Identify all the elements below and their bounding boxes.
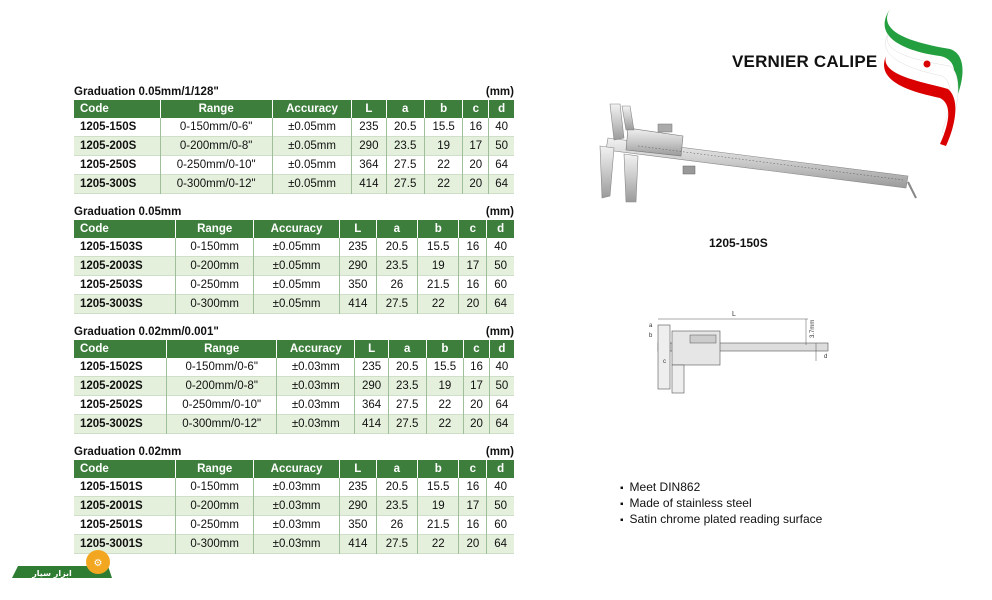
cell-c: 20 xyxy=(464,396,489,415)
cell-a: 20.5 xyxy=(386,118,424,137)
cell-b: 19 xyxy=(426,377,464,396)
table-row xyxy=(74,156,514,175)
cell-a: 20.5 xyxy=(376,478,417,497)
table-row xyxy=(74,118,514,137)
cell-d: 64 xyxy=(487,535,514,554)
table-row xyxy=(74,295,514,314)
cell-code: 1205-2503S xyxy=(74,276,176,295)
cell-b: 15.5 xyxy=(424,118,462,137)
cell-accuracy: ±0.05mm xyxy=(272,156,351,175)
header-range: Range xyxy=(176,460,254,478)
header-c: c xyxy=(459,460,487,478)
header-accuracy: Accuracy xyxy=(254,460,340,478)
cell-b: 22 xyxy=(418,535,459,554)
cell-code: 1205-1501S xyxy=(74,478,176,497)
cell-d: 64 xyxy=(487,295,514,314)
label-d: d xyxy=(824,354,828,360)
header-l: L xyxy=(352,100,386,118)
header-accuracy: Accuracy xyxy=(272,100,351,118)
graduation-section-1 xyxy=(74,84,514,194)
cell-range: 0-150mm/0-6" xyxy=(160,118,272,137)
label-a: a xyxy=(649,323,653,329)
cell-d: 40 xyxy=(495,361,509,373)
header-b: b xyxy=(424,100,462,118)
cell-a: 27.5 xyxy=(388,396,426,415)
graduation-section-3 xyxy=(74,324,514,434)
cell-c: 16 xyxy=(464,358,489,377)
cell-c: 20 xyxy=(459,535,487,554)
cell-a: 27.5 xyxy=(376,295,417,314)
header-d: d xyxy=(487,460,514,478)
cell-b: 15.5 xyxy=(418,478,459,497)
cell-code: 1205-1502S xyxy=(74,358,167,377)
table-row xyxy=(74,415,514,434)
cell-c: 16 xyxy=(459,478,487,497)
header-code: Code xyxy=(74,220,176,238)
cell-c: 20 xyxy=(464,415,489,434)
cell-d: 40 xyxy=(494,241,508,253)
cell-l: 235 xyxy=(355,358,389,377)
graduation-label: Graduation 0.05mm/1/128" xyxy=(74,86,219,98)
cell-d: 50 xyxy=(487,497,514,516)
cell-b: 21.5 xyxy=(418,516,459,535)
header-accuracy: Accuracy xyxy=(254,220,340,238)
page-title: VERNIER CALIPE xyxy=(732,52,878,71)
cell-range: 0-300mm xyxy=(176,535,254,554)
cell-code: 1205-3001S xyxy=(74,535,176,554)
cell-b: 21.5 xyxy=(418,276,459,295)
cell-a: 27.5 xyxy=(388,415,426,434)
cell-c: 20 xyxy=(463,156,489,175)
header-c: c xyxy=(463,100,489,118)
header-l: L xyxy=(339,460,376,478)
cell-range: 0-200mm xyxy=(176,257,254,276)
cell-d: 50 xyxy=(487,257,514,276)
logo-text: ابزار سیار xyxy=(32,569,72,578)
table-row xyxy=(74,396,514,415)
table-row xyxy=(74,175,514,194)
header-a: a xyxy=(376,460,417,478)
header-range: Range xyxy=(160,100,272,118)
header-accuracy: Accuracy xyxy=(277,340,355,358)
cell-a: 23.5 xyxy=(376,257,417,276)
cell-code: 1205-300S xyxy=(74,175,160,194)
cell-a: 26 xyxy=(376,516,417,535)
cell-l: 235 xyxy=(339,478,376,497)
cell-l: 414 xyxy=(339,295,376,314)
label-c: c xyxy=(663,359,666,365)
cell-a: 20.5 xyxy=(388,358,426,377)
cell-range: 0-150mm xyxy=(176,478,254,497)
cell-c: 16 xyxy=(459,276,487,295)
cell-code: 1205-2502S xyxy=(74,396,167,415)
graduation-section-2 xyxy=(74,204,514,314)
spec-table xyxy=(74,460,514,554)
cell-d: 40 xyxy=(494,481,508,493)
cell-d: 40 xyxy=(495,121,508,133)
cell-l: 235 xyxy=(339,238,376,257)
cell-b: 22 xyxy=(426,415,464,434)
cell-a: 23.5 xyxy=(388,377,426,396)
vernier-caliper-image xyxy=(578,98,918,208)
cell-b: 19 xyxy=(418,497,459,516)
cell-d: 60 xyxy=(494,279,508,291)
cell-l: 414 xyxy=(355,415,389,434)
header-code: Code xyxy=(74,460,176,478)
cell-d: 60 xyxy=(494,519,508,531)
cell-accuracy: ±0.05mm xyxy=(272,118,351,137)
cell-l: 364 xyxy=(352,156,386,175)
cell-accuracy: ±0.03mm xyxy=(254,535,340,554)
table-row xyxy=(74,238,514,257)
graduation-label: Graduation 0.02mm/0.001" xyxy=(74,326,219,338)
cell-code: 1205-3002S xyxy=(74,415,167,434)
header-l: L xyxy=(355,340,389,358)
cell-code: 1205-1503S xyxy=(74,238,176,257)
cell-accuracy: ±0.05mm xyxy=(272,175,351,194)
cell-b: 22 xyxy=(424,175,462,194)
table-row xyxy=(74,358,514,377)
cell-l: 364 xyxy=(355,396,389,415)
model-label: 1205-150S xyxy=(709,236,768,250)
graduation-label: Graduation 0.02mm xyxy=(74,446,182,458)
cell-a: 23.5 xyxy=(376,497,417,516)
header-a: a xyxy=(376,220,417,238)
unit-label: (mm) xyxy=(485,326,514,338)
cell-l: 290 xyxy=(339,257,376,276)
spec-table xyxy=(74,340,514,434)
cell-code: 1205-200S xyxy=(74,137,160,156)
cell-range: 0-200mm xyxy=(176,497,254,516)
cell-c: 17 xyxy=(459,257,487,276)
header-d: d xyxy=(489,340,514,358)
cell-l: 290 xyxy=(352,137,386,156)
cell-range: 0-150mm/0-6" xyxy=(167,358,277,377)
cell-c: 16 xyxy=(459,516,487,535)
table-row xyxy=(74,377,514,396)
table-row xyxy=(74,257,514,276)
unit-label: (mm) xyxy=(485,446,514,458)
header-code: Code xyxy=(74,100,160,118)
cell-c: 17 xyxy=(463,137,489,156)
cell-d: 64 xyxy=(495,399,509,411)
cell-b: 22 xyxy=(424,156,462,175)
cell-a: 27.5 xyxy=(386,156,424,175)
cell-l: 414 xyxy=(339,535,376,554)
cell-range: 0-250mm xyxy=(176,516,254,535)
feature-item: ▪ Satin chrome plated reading surface xyxy=(620,512,822,528)
cell-l: 290 xyxy=(339,497,376,516)
cell-a: 27.5 xyxy=(386,175,424,194)
header-d: d xyxy=(489,100,514,118)
cell-accuracy: ±0.05mm xyxy=(272,137,351,156)
feature-list xyxy=(620,480,822,528)
feature-item: ▪ Made of stainless steel xyxy=(620,496,822,512)
cell-code: 1205-2501S xyxy=(74,516,176,535)
cell-b: 19 xyxy=(424,137,462,156)
cell-accuracy: ±0.05mm xyxy=(254,276,340,295)
header-range: Range xyxy=(176,220,254,238)
cell-d: 64 xyxy=(489,175,514,194)
cell-a: 23.5 xyxy=(386,137,424,156)
table-row xyxy=(74,478,514,497)
cell-d: 64 xyxy=(489,415,514,434)
spec-table xyxy=(74,220,514,314)
header-a: a xyxy=(388,340,426,358)
cell-c: 17 xyxy=(464,377,489,396)
wrench-icon: ⚙ xyxy=(93,558,103,569)
cell-d: 64 xyxy=(495,159,508,171)
cell-code: 1205-2002S xyxy=(74,377,167,396)
cell-accuracy: ±0.03mm xyxy=(277,396,355,415)
header-code: Code xyxy=(74,340,167,358)
spec-table xyxy=(74,100,514,194)
cell-b: 19 xyxy=(418,257,459,276)
unit-label: (mm) xyxy=(485,86,514,98)
cell-range: 0-300mm/0-12" xyxy=(160,175,272,194)
dimension-diagram xyxy=(640,305,840,405)
cell-accuracy: ±0.03mm xyxy=(277,358,355,377)
cell-d: 50 xyxy=(489,137,514,156)
cell-c: 16 xyxy=(463,118,489,137)
cell-range: 0-150mm xyxy=(176,238,254,257)
cell-accuracy: ±0.05mm xyxy=(254,295,340,314)
cell-accuracy: ±0.05mm xyxy=(254,238,340,257)
cell-range: 0-200mm/0-8" xyxy=(160,137,272,156)
cell-l: 235 xyxy=(352,118,386,137)
cell-l: 350 xyxy=(339,516,376,535)
cell-code: 1205-3003S xyxy=(74,295,176,314)
header-l: L xyxy=(339,220,376,238)
cell-b: 15.5 xyxy=(418,238,459,257)
cell-accuracy: ±0.03mm xyxy=(254,478,340,497)
header-c: c xyxy=(459,220,487,238)
cell-l: 350 xyxy=(339,276,376,295)
cell-b: 15.5 xyxy=(426,358,464,377)
cell-a: 20.5 xyxy=(376,238,417,257)
cell-a: 26 xyxy=(376,276,417,295)
cell-range: 0-300mm xyxy=(176,295,254,314)
cell-b: 22 xyxy=(418,295,459,314)
table-row xyxy=(74,497,514,516)
cell-c: 16 xyxy=(459,238,487,257)
store-logo xyxy=(12,548,112,582)
cell-b: 22 xyxy=(426,396,464,415)
cell-code: 1205-2001S xyxy=(74,497,176,516)
cell-a: 27.5 xyxy=(376,535,417,554)
header-b: b xyxy=(418,460,459,478)
label-b: b xyxy=(649,333,653,339)
cell-range: 0-250mm xyxy=(176,276,254,295)
cell-code: 1205-250S xyxy=(74,156,160,175)
cell-c: 17 xyxy=(459,497,487,516)
cell-code: 1205-2003S xyxy=(74,257,176,276)
cell-accuracy: ±0.03mm xyxy=(254,516,340,535)
header-a: a xyxy=(386,100,424,118)
table-row xyxy=(74,535,514,554)
cell-code: 1205-150S xyxy=(74,118,160,137)
cell-range: 0-250mm/0-10" xyxy=(167,396,277,415)
feature-item: ▪ Meet DIN862 xyxy=(620,480,822,496)
cell-d: 50 xyxy=(489,377,514,396)
cell-l: 414 xyxy=(352,175,386,194)
table-row xyxy=(74,516,514,535)
header-b: b xyxy=(426,340,464,358)
cell-range: 0-250mm/0-10" xyxy=(160,156,272,175)
cell-accuracy: ±0.05mm xyxy=(254,257,340,276)
cell-c: 20 xyxy=(463,175,489,194)
cell-accuracy: ±0.03mm xyxy=(277,377,355,396)
label-l: L xyxy=(732,311,736,318)
header-c: c xyxy=(464,340,489,358)
graduation-label: Graduation 0.05mm xyxy=(74,206,182,218)
unit-label: (mm) xyxy=(485,206,514,218)
cell-range: 0-200mm/0-8" xyxy=(167,377,277,396)
cell-range: 0-300mm/0-12" xyxy=(167,415,277,434)
header-range: Range xyxy=(167,340,277,358)
header-b: b xyxy=(418,220,459,238)
header-d: d xyxy=(487,220,514,238)
label-dim: 3.7mm xyxy=(810,319,816,338)
cell-accuracy: ±0.03mm xyxy=(277,415,355,434)
cell-l: 290 xyxy=(355,377,389,396)
table-row xyxy=(74,137,514,156)
cell-c: 20 xyxy=(459,295,487,314)
graduation-section-4 xyxy=(74,444,514,554)
cell-accuracy: ±0.03mm xyxy=(254,497,340,516)
table-row xyxy=(74,276,514,295)
